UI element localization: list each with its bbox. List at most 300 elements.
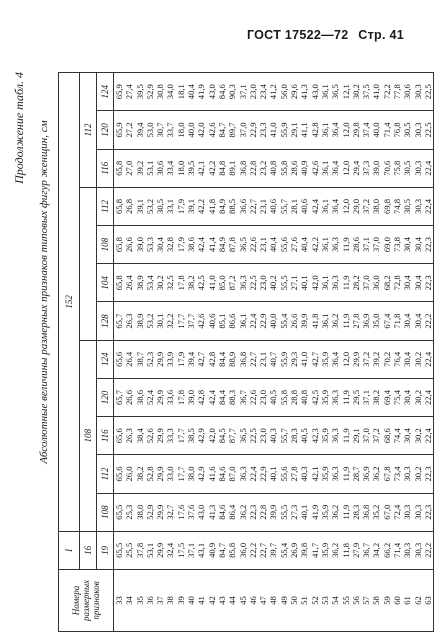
value-cell: 42,0 [207,417,217,455]
value-cell: 33,4 [165,149,175,187]
value-cell: 32,4 [165,531,175,569]
value-cell: 72,8 [392,264,402,302]
value-cell: 85,1 [217,302,227,340]
value-cell: 37,0 [361,417,371,455]
value-cell: 29,0 [351,187,361,225]
value-cell: 87,2 [227,264,237,302]
value-cell: 28,6 [351,226,361,264]
value-cell: 70,2 [382,340,392,378]
value-cell: 42,2 [207,149,217,187]
row-number-cell: 58 [371,570,381,632]
value-cell: 36,8 [361,493,371,531]
value-cell: 22,3 [423,455,434,493]
row-number-cell: 33 [114,570,125,632]
value-cell: 37,5 [361,73,371,111]
value-cell: 40,8 [268,149,278,187]
value-cell: 65,6 [114,340,125,378]
table-row [124,73,134,632]
value-cell: 26,3 [124,417,134,455]
sub-header-cell: 120 [97,378,114,416]
value-cell: 40,0 [268,302,278,340]
value-cell: 39,1 [186,187,196,225]
value-cell: 84,7 [217,111,227,149]
value-cell: 30,3 [402,531,412,569]
value-cell: 42,7 [310,340,320,378]
table-caption: Абсолютные величины размерных признаков типовых фигур женщин, см [38,120,50,464]
value-cell: 69,8 [382,187,392,225]
table-row [371,73,381,632]
value-cell: 25,3 [124,493,134,531]
value-cell: 11,8 [341,531,351,569]
value-cell: 52,9 [145,493,155,531]
value-cell: 42,4 [207,378,217,416]
value-cell: 35,9 [320,378,330,416]
value-cell: 26,6 [124,378,134,416]
value-cell: 55,4 [279,531,289,569]
value-cell: 38,6 [186,226,196,264]
value-cell: 27,4 [124,73,134,111]
value-cell: 88,3 [227,378,237,416]
value-cell: 36,0 [371,264,381,302]
value-cell: 28,8 [289,378,299,416]
row-number-cell: 44 [227,570,237,632]
value-cell: 42,0 [196,111,206,149]
value-cell: 71,4 [392,531,402,569]
value-cell: 29,9 [155,493,165,531]
value-cell: 37,1 [361,378,371,416]
value-cell: 38,0 [135,493,145,531]
value-cell: 23,0 [248,73,258,111]
table-row [299,73,309,632]
table-row [135,73,145,632]
value-cell: 73,4 [392,455,402,493]
value-cell: 42,9 [196,455,206,493]
page-header [241,28,404,42]
value-cell: 42,7 [196,340,206,378]
value-cell: 36,1 [320,187,330,225]
value-cell: 87,8 [227,226,237,264]
value-cell: 53,2 [145,187,155,225]
col-group-16: 16 [80,531,97,569]
value-cell: 36,5 [330,73,340,111]
value-cell: 26,8 [124,187,134,225]
value-cell: 37,6 [186,493,196,531]
value-cell: 36,5 [238,417,248,455]
table-row [186,73,196,632]
value-cell: 41,7 [310,531,320,569]
row-number-cell: 53 [320,570,330,632]
value-cell: 67,8 [382,455,392,493]
value-cell: 71,8 [392,302,402,340]
value-cell: 38,2 [135,455,145,493]
table-continuation-label: Продолжение табл. 4 [12,72,26,184]
table-row [196,73,206,632]
value-cell: 29,5 [351,378,361,416]
value-cell: 84,6 [217,455,227,493]
value-cell: 30,5 [402,111,412,149]
value-cell: 22,4 [423,417,434,455]
value-cell: 90,3 [227,73,237,111]
value-cell: 17,7 [176,455,186,493]
value-cell: 36,3 [330,378,340,416]
sub-header-cell: 124 [97,73,114,111]
value-cell: 17,9 [176,226,186,264]
value-cell: 22,8 [248,149,258,187]
value-cell: 23,4 [258,73,268,111]
value-cell: 26,4 [124,264,134,302]
value-cell: 30,5 [402,187,412,225]
value-cell: 39,8 [299,531,309,569]
value-cell: 36,8 [238,149,248,187]
value-cell: 29,9 [351,340,361,378]
value-cell: 39,9 [299,302,309,340]
value-cell: 40,0 [371,111,381,149]
value-cell: 36,1 [320,149,330,187]
value-cell: 17,9 [176,187,186,225]
sub-header-cell: 116 [97,149,114,187]
table-row [413,73,423,632]
value-cell: 40,2 [268,264,278,302]
row-number-cell: 57 [361,570,371,632]
value-cell: 23,1 [258,340,268,378]
row-number-cell: 49 [279,570,289,632]
table-row [155,73,165,632]
value-cell: 17,8 [176,378,186,416]
value-cell: 84,4 [217,378,227,416]
value-cell: 17,6 [176,493,186,531]
table-row [289,73,299,632]
value-cell: 27,1 [289,264,299,302]
row-number-cell: 52 [310,570,320,632]
value-cell: 36,2 [238,493,248,531]
value-cell: 40,3 [268,417,278,455]
value-cell: 40,5 [299,417,309,455]
row-number-cell: 50 [289,570,299,632]
value-cell: 65,7 [114,378,125,416]
measurement-table [58,72,434,632]
value-cell: 30,8 [155,73,165,111]
value-cell: 29,9 [155,455,165,493]
value-cell: 42,6 [207,111,217,149]
value-cell: 38,0 [186,455,196,493]
value-cell: 22,9 [258,302,268,340]
value-cell: 65,8 [114,187,125,225]
value-cell: 22,3 [423,226,434,264]
value-cell: 40,1 [299,264,309,302]
row-number-cell: 42 [207,570,217,632]
value-cell: 40,6 [268,187,278,225]
value-cell: 35,9 [320,531,330,569]
standard-number: ГОСТ 17522—72 [246,28,349,42]
value-cell: 30,3 [402,455,412,493]
row-number-cell: 38 [165,570,175,632]
value-cell: 36,4 [330,187,340,225]
value-cell: 72,4 [392,493,402,531]
value-cell: 11,9 [341,264,351,302]
value-cell: 39,4 [186,340,196,378]
value-cell: 26,6 [124,226,134,264]
value-cell: 22,4 [248,302,258,340]
value-cell: 39,9 [268,493,278,531]
value-cell: 17,8 [176,264,186,302]
sub-header-cell: 19 [97,531,114,569]
value-cell: 85,0 [217,264,227,302]
value-cell: 55,9 [279,111,289,149]
value-cell: 40,9 [207,531,217,569]
value-cell: 53,1 [145,149,155,187]
value-cell: 42,1 [310,455,320,493]
value-cell: 55,7 [279,417,289,455]
value-cell: 65,6 [114,455,125,493]
value-cell: 36,1 [320,264,330,302]
value-cell: 22,7 [248,340,258,378]
value-cell: 40,4 [268,226,278,264]
value-cell: 37,1 [361,226,371,264]
row-header-cell: Номера размерных признаков [59,570,114,632]
value-cell: 55,5 [279,264,289,302]
table-row [392,73,402,632]
value-cell: 27,6 [289,226,299,264]
value-cell: 12,0 [341,187,351,225]
value-cell: 30,6 [155,149,165,187]
value-cell: 53,1 [145,531,155,569]
value-cell: 30,2 [413,378,423,416]
value-cell: 65,5 [114,531,125,569]
value-cell: 43,0 [207,73,217,111]
value-cell: 40,6 [299,187,309,225]
value-cell: 22,4 [423,187,434,225]
rotated-table-region [12,72,433,632]
value-cell: 42,8 [207,340,217,378]
value-cell: 11,9 [341,417,351,455]
value-cell: 88,5 [227,187,237,225]
table-row [227,73,237,632]
value-cell: 70,6 [382,149,392,187]
value-cell: 89,7 [227,111,237,149]
value-cell: 41,1 [299,111,309,149]
value-cell: 11,9 [341,378,351,416]
value-cell: 25,5 [124,531,134,569]
value-cell: 86,4 [227,493,237,531]
row-number-cell: 37 [155,570,165,632]
value-cell: 30,6 [402,73,412,111]
value-cell: 30,2 [413,417,423,455]
sub-header-cell: 108 [97,493,114,531]
value-cell: 22,5 [423,111,434,149]
value-cell: 28,6 [289,149,299,187]
value-cell: 22,7 [258,531,268,569]
value-cell: 42,9 [196,417,206,455]
value-cell: 38,9 [135,264,145,302]
sub-header-cell: 108 [97,226,114,264]
value-cell: 41,0 [299,340,309,378]
value-cell: 22,8 [258,493,268,531]
value-cell: 38,9 [135,302,145,340]
value-cell: 41,3 [207,493,217,531]
table-row [382,73,392,632]
value-cell: 37,0 [361,264,371,302]
value-cell: 65,8 [114,149,125,187]
value-cell: 74,8 [392,187,402,225]
value-cell: 65,6 [114,417,125,455]
value-cell: 23,0 [258,264,268,302]
value-cell: 52,9 [145,73,155,111]
value-cell: 29,9 [155,340,165,378]
value-cell: 84,9 [217,226,227,264]
value-cell: 36,5 [238,226,248,264]
value-cell: 28,3 [289,417,299,455]
value-cell: 36,3 [238,264,248,302]
value-cell: 30,5 [155,187,165,225]
value-cell: 56,0 [279,73,289,111]
value-cell: 36,4 [330,149,340,187]
row-number-cell: 61 [402,570,412,632]
value-cell: 22,4 [423,378,434,416]
value-cell: 75,8 [392,149,402,187]
value-cell: 12,1 [341,73,351,111]
value-cell: 41,4 [207,226,217,264]
value-cell: 42,1 [196,149,206,187]
table-row [258,73,268,632]
value-cell: 30,4 [402,378,412,416]
value-cell: 38,7 [135,340,145,378]
table-row [217,73,227,632]
value-cell: 27,0 [124,149,134,187]
value-cell: 33,1 [165,187,175,225]
sub-header-cell: 112 [97,187,114,225]
value-cell: 26,4 [124,340,134,378]
value-cell: 36,6 [238,187,248,225]
value-cell: 35,2 [371,493,381,531]
value-cell: 55,8 [279,149,289,187]
value-cell: 30,3 [413,73,423,111]
value-cell: 66,2 [382,531,392,569]
value-cell: 30,4 [402,340,412,378]
value-cell: 42,3 [310,417,320,455]
value-cell: 53,3 [145,226,155,264]
value-cell: 36,1 [320,73,330,111]
value-cell: 39,0 [371,149,381,187]
value-cell: 12,0 [341,149,351,187]
value-cell: 22,9 [248,111,258,149]
value-cell: 38,0 [371,187,381,225]
row-number-cell: 40 [186,570,196,632]
value-cell: 65,8 [114,264,125,302]
col-group-I: I [59,531,80,569]
value-cell: 23,0 [258,417,268,455]
value-cell: 37,4 [361,111,371,149]
row-number-cell: 36 [145,570,155,632]
table-row [320,73,330,632]
value-cell: 37,7 [186,302,196,340]
value-cell: 39,7 [268,531,278,569]
value-cell: 30,3 [413,531,423,569]
table-row [114,73,125,632]
row-number-cell: 47 [258,570,268,632]
value-cell: 28,1 [289,187,299,225]
value-cell: 84,9 [217,187,227,225]
value-cell: 32,8 [165,226,175,264]
value-cell: 42,5 [310,378,320,416]
value-cell: 30,3 [413,187,423,225]
page-number: Стр. 41 [358,28,404,42]
value-cell: 26,9 [289,531,299,569]
value-cell: 36,7 [238,378,248,416]
value-cell: 40,5 [268,378,278,416]
row-number-cell: 54 [330,570,340,632]
group-header-112: 112 [80,73,97,188]
value-cell: 12,0 [341,111,351,149]
value-cell: 65,7 [114,302,125,340]
table-row [145,73,155,632]
value-cell: 36,1 [238,302,248,340]
value-cell: 23,3 [258,111,268,149]
value-cell: 40,8 [299,378,309,416]
value-cell: 29,4 [351,149,361,187]
value-cell: 39,5 [135,73,145,111]
value-cell: 87,7 [227,417,237,455]
value-cell: 75,4 [392,378,402,416]
table-row [330,73,340,632]
row-number-cell: 56 [351,570,361,632]
value-cell: 36,4 [330,111,340,149]
table-row [238,73,248,632]
value-cell: 30,4 [402,302,412,340]
value-cell: 72,2 [382,73,392,111]
group-header-108: 108 [80,340,97,531]
value-cell: 17,7 [176,417,186,455]
value-cell: 55,5 [279,493,289,531]
value-cell: 11,9 [341,302,351,340]
value-cell: 41,0 [268,111,278,149]
value-cell: 32,2 [165,302,175,340]
value-cell: 42,8 [196,378,206,416]
row-number-cell: 34 [124,570,134,632]
value-cell: 37,2 [361,340,371,378]
row-number-cell: 59 [382,570,392,632]
value-cell: 38,4 [135,417,145,455]
table-row [402,73,412,632]
value-cell: 26,0 [124,455,134,493]
value-cell: 32,5 [165,264,175,302]
value-cell: 30,7 [155,111,165,149]
value-cell: 18,0 [176,111,186,149]
value-cell: 37,8 [135,531,145,569]
row-number-cell: 45 [238,570,248,632]
value-cell: 84,4 [217,340,227,378]
value-cell: 40,1 [299,493,309,531]
value-cell: 40,1 [268,455,278,493]
value-cell: 22,4 [423,340,434,378]
value-cell: 55,8 [279,378,289,416]
value-cell: 23,2 [258,149,268,187]
value-cell: 26,6 [289,302,299,340]
row-number-cell: 60 [392,570,402,632]
sub-header-cell: 116 [97,417,114,455]
table-body [114,73,434,632]
value-cell: 30,2 [413,455,423,493]
value-cell: 27,2 [124,111,134,149]
value-cell: 52,4 [145,378,155,416]
value-cell: 41,0 [371,73,381,111]
value-cell: 41,3 [299,73,309,111]
table-row [207,73,217,632]
value-cell: 55,9 [279,340,289,378]
value-cell: 36,9 [361,455,371,493]
value-cell: 37,2 [371,417,381,455]
value-cell: 85,8 [227,531,237,569]
value-cell: 37,0 [238,111,248,149]
